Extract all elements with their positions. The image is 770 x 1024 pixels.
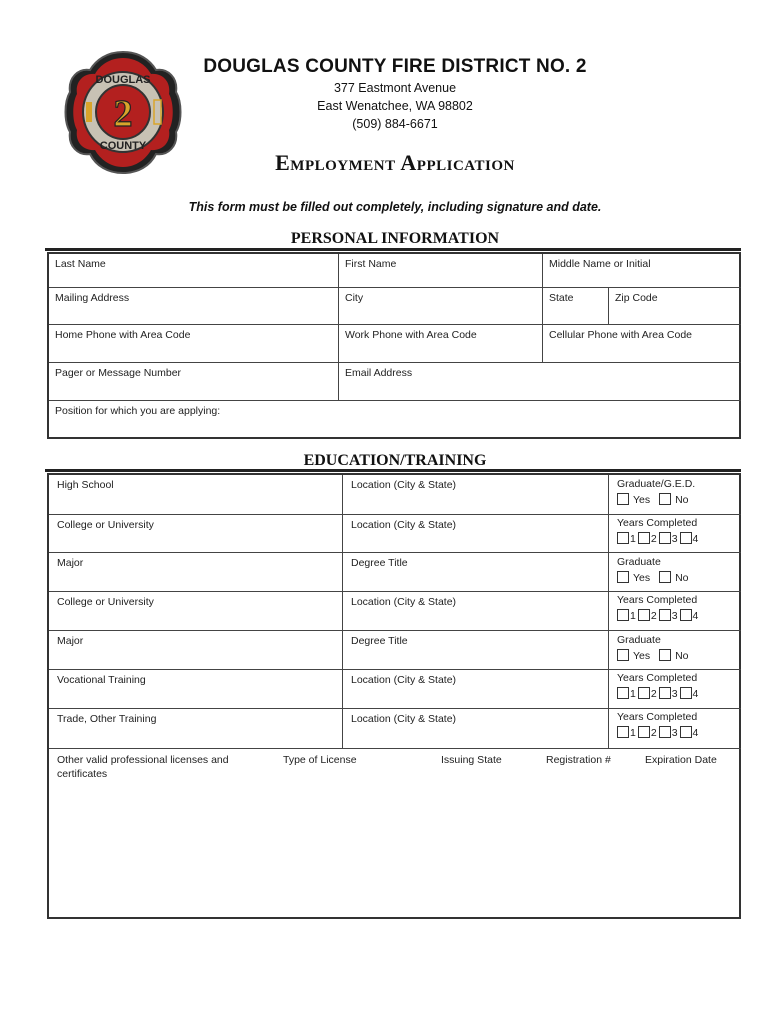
svg-text:DOUGLAS: DOUGLAS [95,74,151,86]
years-options: 1 2 3 4 [617,532,698,545]
field-label: Graduate [617,556,661,568]
year-2-checkbox[interactable] [638,532,650,544]
field-label: certificates [57,768,108,780]
year-2-checkbox[interactable] [638,687,650,699]
degree-title-field[interactable] [343,631,609,670]
field-label: Location (City & State) [351,713,457,725]
field-label: Location (City & State) [351,674,457,686]
years-completed-field [609,670,741,709]
zip-code-field[interactable] [609,288,741,325]
field-label: Location (City & State) [351,596,457,608]
field-label: Graduate/G.E.D. [617,478,696,490]
location-field[interactable] [343,592,609,631]
field-label: City [345,292,364,304]
column-header: Issuing State [441,754,502,766]
field-label: Graduate [617,634,661,646]
field-label: High School [57,479,114,491]
field-label: Email Address [345,367,413,379]
years-completed-field [609,592,741,631]
email-field[interactable] [339,363,741,401]
field-label: Zip Code [615,292,658,304]
field-label: Trade, Other Training [57,713,157,725]
yes-no-options: Yes No [617,493,695,506]
address-line1: 377 Eastmont Avenue [333,81,457,95]
field-label: Last Name [55,258,106,270]
graduate-field [609,553,741,592]
pager-field[interactable] [49,363,339,401]
phone-number: (509) 884-6671 [352,117,438,131]
year-4-checkbox[interactable] [680,532,692,544]
location-field[interactable] [343,515,609,553]
trade-training-field[interactable] [49,709,343,749]
svg-text:COUNTY: COUNTY [99,140,147,152]
no-checkbox[interactable] [659,493,671,505]
middle-name-field[interactable] [543,254,741,288]
vocational-training-field[interactable] [49,670,343,709]
graduate-field [609,631,741,670]
instruction-notice: This form must be filled out completely, including signature and date. [188,200,602,214]
location-field[interactable] [343,475,609,515]
yes-checkbox[interactable] [617,571,629,583]
year-3-checkbox[interactable] [659,687,671,699]
major-field[interactable] [49,631,343,670]
city-field[interactable] [339,288,543,325]
cell-phone-field[interactable] [543,325,741,363]
field-label: Home Phone with Area Code [55,329,191,341]
yes-no-options: Yes No [617,649,695,662]
field-label: Years Completed [617,594,698,606]
field-label: Degree Title [351,557,408,569]
section-title-personal: PERSONAL INFORMATION [290,230,500,247]
field-label: First Name [345,258,397,270]
major-field[interactable] [49,553,343,592]
page-title: Employment Application [275,150,515,175]
college-field[interactable] [49,515,343,553]
field-label: Major [57,557,84,569]
years-completed-field [609,515,741,553]
personal-info-table [47,252,741,439]
svg-text:2: 2 [113,93,133,135]
years-options: 1 2 3 4 [617,609,698,622]
years-completed-field [609,709,741,749]
year-4-checkbox[interactable] [680,609,692,621]
year-3-checkbox[interactable] [659,726,671,738]
year-3-checkbox[interactable] [659,532,671,544]
yes-checkbox[interactable] [617,493,629,505]
field-label: Location (City & State) [351,519,457,531]
college-field[interactable] [49,592,343,631]
years-options: 1 2 3 4 [617,726,698,739]
field-label: Vocational Training [57,674,146,686]
year-3-checkbox[interactable] [659,609,671,621]
year-1-checkbox[interactable] [617,726,629,738]
field-label: College or University [57,519,154,531]
year-4-checkbox[interactable] [680,687,692,699]
last-name-field[interactable] [49,254,339,288]
field-label: Years Completed [617,672,698,684]
section-title-education: EDUCATION/TRAINING [303,452,487,469]
org-name: DOUGLAS COUNTY FIRE DISTRICT NO. 2 [203,56,587,77]
degree-title-field[interactable] [343,553,609,592]
no-checkbox[interactable] [659,571,671,583]
yes-checkbox[interactable] [617,649,629,661]
field-label: Work Phone with Area Code [345,329,477,341]
field-label: Mailing Address [55,292,130,304]
year-1-checkbox[interactable] [617,609,629,621]
year-1-checkbox[interactable] [617,687,629,699]
graduate-ged-field [609,475,741,515]
field-label: State [549,292,574,304]
home-phone-field[interactable] [49,325,339,363]
field-label: Cellular Phone with Area Code [549,329,693,341]
location-field[interactable] [343,709,609,749]
location-field[interactable] [343,670,609,709]
licenses-field[interactable] [49,749,741,917]
field-label: Other valid professional licenses and [57,754,229,766]
yes-no-options: Yes No [617,571,695,584]
field-label: Location (City & State) [351,479,457,491]
position-field[interactable] [49,401,741,437]
mailing-address-field[interactable] [49,288,339,325]
field-label: Years Completed [617,711,698,723]
year-2-checkbox[interactable] [638,726,650,738]
year-4-checkbox[interactable] [680,726,692,738]
address-line2: East Wenatchee, WA 98802 [317,99,473,113]
education-table [47,473,741,919]
field-label: Degree Title [351,635,408,647]
field-label: Major [57,635,84,647]
field-label: College or University [57,596,154,608]
section-divider [45,248,741,251]
years-options: 1 2 3 4 [617,687,698,700]
section-divider [45,469,741,472]
year-2-checkbox[interactable] [638,609,650,621]
state-field[interactable] [543,288,609,325]
first-name-field[interactable] [339,254,543,288]
high-school-field[interactable] [49,475,343,515]
field-label: Position for which you are applying: [55,405,221,417]
field-label: Years Completed [617,517,698,529]
column-header: Type of License [283,754,357,766]
column-header: Registration # [546,754,611,766]
no-checkbox[interactable] [659,649,671,661]
column-header: Expiration Date [645,754,717,766]
work-phone-field[interactable] [339,325,543,363]
year-1-checkbox[interactable] [617,532,629,544]
field-label: Middle Name or Initial [549,258,651,270]
field-label: Pager or Message Number [55,367,182,379]
